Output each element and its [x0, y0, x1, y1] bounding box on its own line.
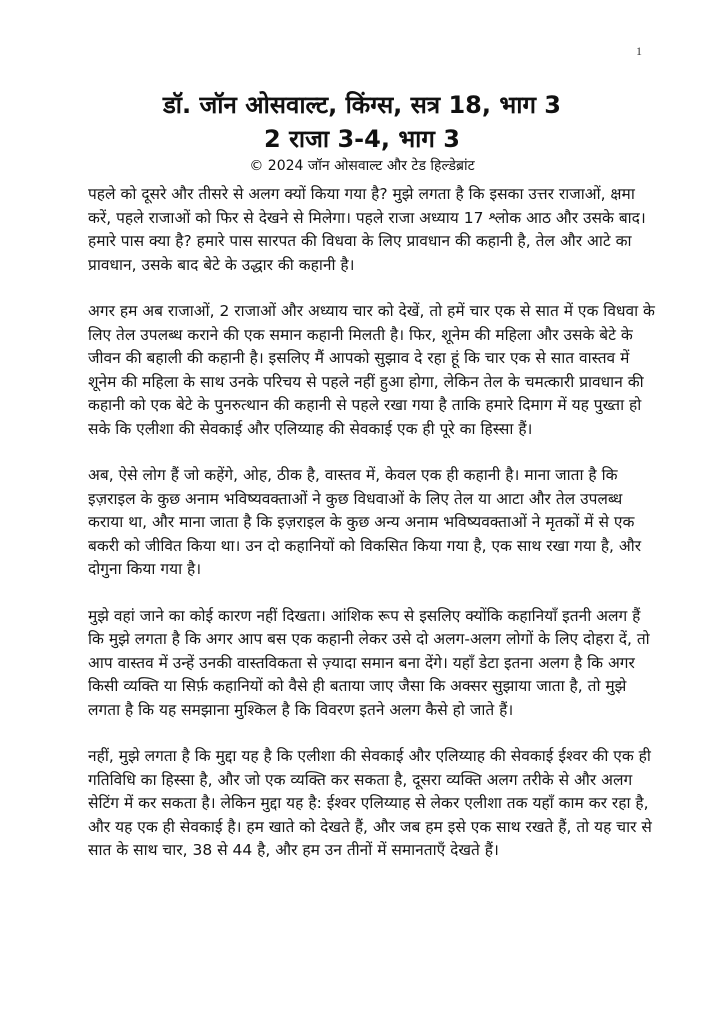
- body-text: [88, 183, 660, 886]
- document-title: डॉ. जॉन ओसवाल्ट, किंग्स, सत्र 18, भाग 3: [162, 91, 562, 119]
- paragraph: अब, ऐसे लोग हैं जो कहेंगे, ओह, ठीक है, वास्तव में, केवल एक ही कहानी है। माना जाता है कि इज़राइल के कुछ अनाम भविष्यवक्ताओं ने कुछ विधवाओं के लिए तेल या आटा और तेल उपलब्ध कराया था, और माना जाता है कि इज़राइल के कुछ अन्य अनाम भविष्यवक्ताओं ने मृतकों में से एक बकरी को जीवित किया था। उन दो कहानियों को विकसित किया गया है, एक साथ रखा गया है, और दोगुना किया गया है।: [88, 466, 642, 578]
- document-subtitle: 2 राजा 3-4, भाग 3: [264, 125, 460, 153]
- paragraph: नहीं, मुझे लगता है कि मुद्दा यह है कि एलीशा की सेवकाई और एलिय्याह की सेवकाई ईश्वर की एक ही गतिविधि का हिस्सा है, और जो एक व्यक्ति कर सकता है, दूसरा व्यक्ति अलग तरीके से और अलग सेटिंग में कर सकता है। लेकिन मुद्दा यह है: ईश्वर एलिय्याह से लेकर एलीशा तक यहाँ काम कर रहा है, और यह एक ही सेवकाई है। हम खाते को देखते हैं, और जब हम इसे एक साथ रखते हैं, तो यह चार से सात के साथ चार, 38 से 44 है, और हम उन तीनों में समानताएँ देखते हैं।: [88, 747, 652, 859]
- copyright-line: © 2024 जॉन ओसवाल्ट और टेड हिल्डेब्रांट: [249, 158, 475, 174]
- title-block: [60, 88, 664, 176]
- page-number: 1: [636, 44, 642, 58]
- paragraph: मुझे वहां जाने का कोई कारण नहीं दिखता। आंशिक रूप से इसलिए क्योंकि कहानियाँ इतनी अलग हैं कि मुझे लगता है कि अगर आप बस एक कहानी लेकर उसे दो अलग-अलग लोगों के लिए दोहरा दें, तो आप वास्तव में उन्हें उनकी वास्तविकता से ज़्यादा समान बना देंगे। यहाँ डेटा इतना अलग है कि अगर किसी व्यक्ति या सिर्फ़ कहानियों को वैसे ही बताया जाए जैसा कि अक्सर सुझाया जाता है, तो मुझे लगता है कि यह समझाना मुश्किल है कि विवरण इतने अलग कैसे हो जाते हैं।: [88, 606, 650, 719]
- paragraph: पहले को दूसरे और तीसरे से अलग क्यों किया गया है? मुझे लगता है कि इसका उत्तर राजाओं, क्षमा करें, पहले राजाओं को फिर से देखने से मिलेगा। पहले राजा अध्याय 17 श्लोक आठ और उसके बाद। हमारे पास क्या है? हमारे पास सारपत की विधवा के लिए प्रावधान की कहानी है, तेल और आटे का प्रावधान, उसके बाद बेटे के उद्धार की कहानी है।: [88, 185, 646, 274]
- paragraph: अगर हम अब राजाओं, 2 राजाओं और अध्याय चार को देखें, तो हमें चार एक से सात में एक विधवा के लिए तेल उपलब्ध कराने की एक समान कहानी मिलती है। फिर, शूनेम की महिला और उसके बेटे के जीवन की बहाली की कहानी है। इसलिए मैं आपको सुझाव दे रहा हूं कि चार एक से सात वास्तव में शूनेम की महिला के साथ उनके परिचय से पहले नहीं हुआ होगा, लेकिन तेल के चमत्कारी प्रावधान की कहानी को एक बेटे के पुनरुत्थान की कहानी से पहले रखा गया है ताकि हमारे दिमाग में यह पुख्ता हो सके कि एलीशा की सेवकाई और एलिय्याह की सेवकाई एक ही पूरे का हिस्सा हैं।: [88, 302, 655, 438]
